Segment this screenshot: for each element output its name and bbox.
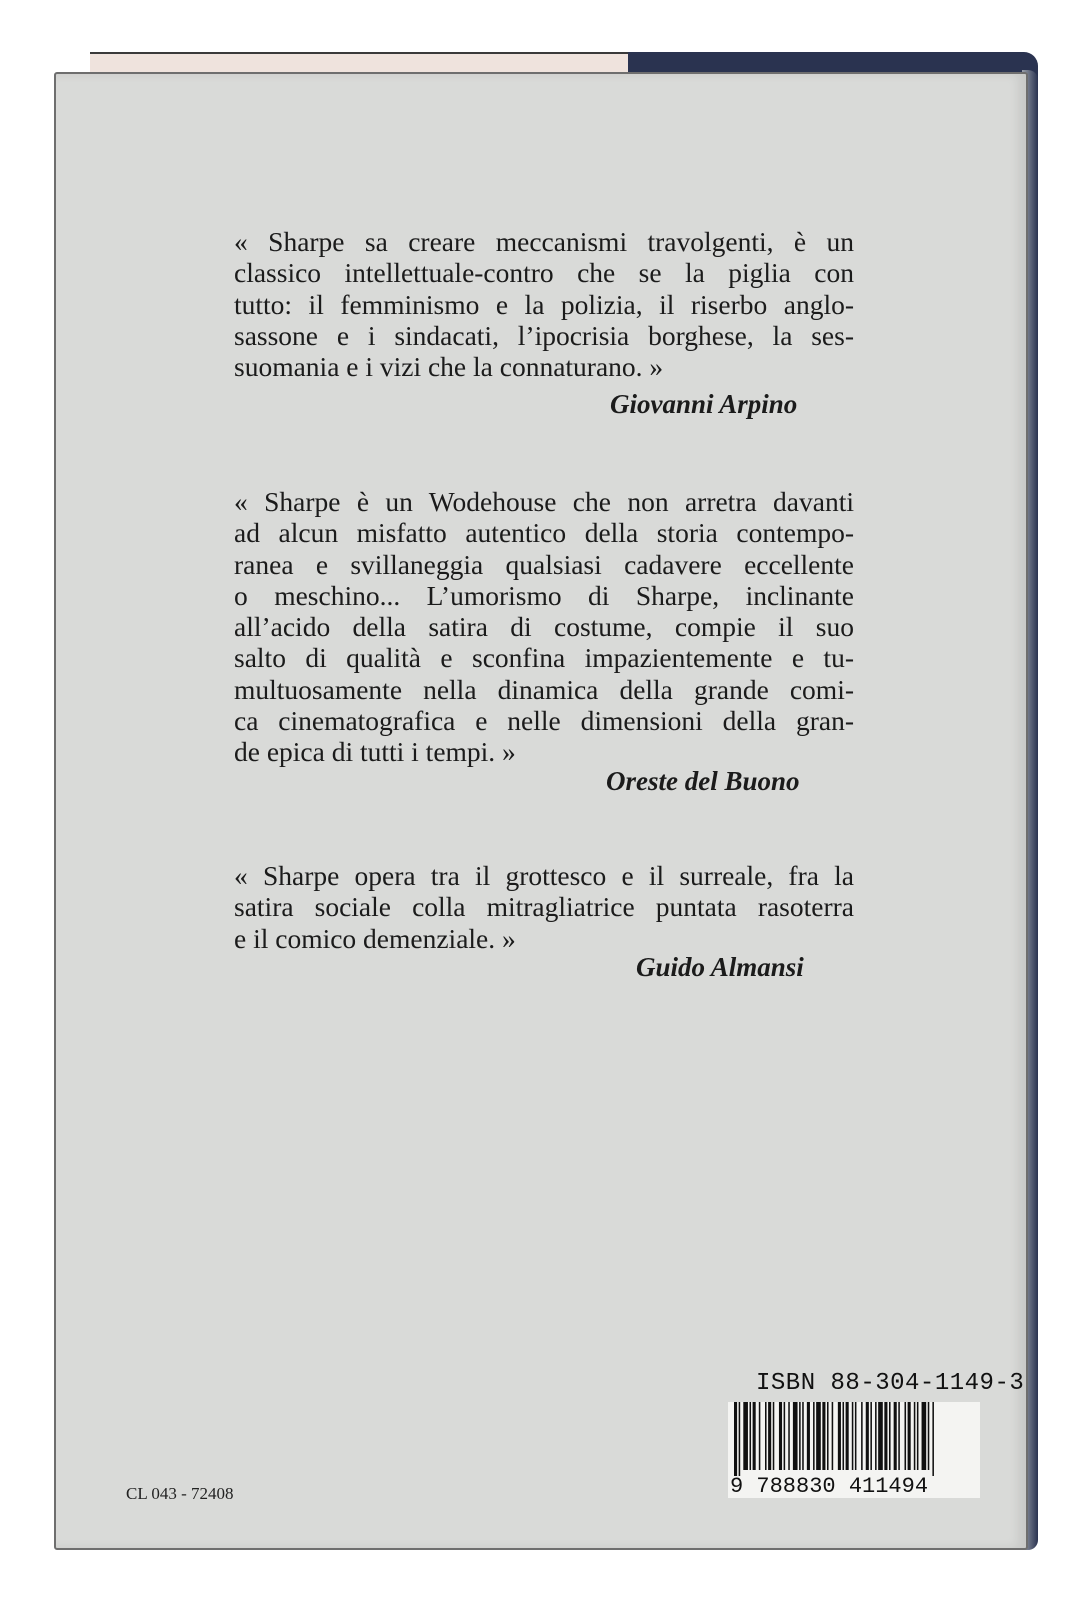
quote-block-3 bbox=[234, 860, 854, 954]
barcode-bar bbox=[743, 1402, 748, 1470]
quote-line: de epica di tutti i tempi. » bbox=[234, 736, 516, 768]
quote-line: classico intellettuale-contro che se la piglia con bbox=[234, 257, 854, 289]
barcode-bar bbox=[866, 1402, 869, 1470]
quote-line: suomania e i vizi che la connaturano. » bbox=[234, 351, 664, 383]
quote-line: « Sharpe è un Wodehouse che non arretra davanti bbox=[234, 486, 854, 517]
barcode-bar bbox=[807, 1402, 810, 1470]
barcode-bar bbox=[750, 1402, 752, 1470]
quote-line: ca cinematografica e nelle dimensioni della gran- bbox=[234, 705, 854, 737]
barcode-bar bbox=[861, 1402, 863, 1470]
barcode-bar bbox=[843, 1402, 845, 1470]
barcode-digits: 9 788830 411494 bbox=[730, 1474, 929, 1499]
quote-line: sassone e i sindacati, l’ipocrisia borghese, la ses- bbox=[234, 319, 854, 351]
barcode-bar bbox=[813, 1402, 815, 1470]
barcode-bar bbox=[739, 1402, 741, 1476]
barcode-bar bbox=[816, 1402, 821, 1470]
barcode-bar bbox=[884, 1402, 887, 1470]
isbn-label: ISBN 88-304-1149-3 bbox=[756, 1370, 1025, 1397]
catalog-code: CL 043 - 72408 bbox=[126, 1484, 234, 1503]
barcode-bar bbox=[922, 1402, 927, 1470]
barcode-bar bbox=[822, 1402, 825, 1470]
barcode-bar bbox=[932, 1402, 934, 1476]
quote-line: o meschino... L’umorismo di Sharpe, inclinante bbox=[234, 579, 854, 611]
barcode-bar bbox=[793, 1402, 798, 1470]
barcode-bar bbox=[734, 1402, 737, 1476]
barcode-bar bbox=[799, 1402, 801, 1470]
barcode-bar bbox=[917, 1402, 919, 1470]
barcode-bar bbox=[898, 1402, 900, 1470]
barcode-bar bbox=[846, 1402, 849, 1470]
barcode-bar bbox=[768, 1402, 771, 1470]
barcode-bar bbox=[852, 1402, 854, 1470]
quote-line: tutto: il femminismo e la polizia, il riserbo anglo- bbox=[234, 288, 854, 320]
quote-line: ad alcun misfatto autentico della storia contempo- bbox=[234, 517, 854, 549]
barcode-bar bbox=[928, 1402, 930, 1470]
barcode-bars bbox=[728, 1402, 980, 1476]
barcode-bar bbox=[753, 1402, 756, 1470]
barcode-bar bbox=[908, 1402, 911, 1470]
barcode-bar bbox=[870, 1402, 872, 1470]
barcode-bar bbox=[779, 1402, 782, 1470]
barcode-bar bbox=[905, 1402, 907, 1470]
barcode-bar bbox=[765, 1402, 767, 1470]
quote-line: all’acido della satira di costume, compie il suo bbox=[234, 611, 854, 643]
barcode-bar bbox=[838, 1402, 841, 1470]
quote-line: « Sharpe sa creare meccanismi travolgenti, è un bbox=[234, 226, 854, 257]
quote-line: ranea e svillaneggia qualsiasi cadavere eccellente bbox=[234, 548, 854, 580]
barcode-bar bbox=[832, 1402, 834, 1470]
barcode-bar bbox=[878, 1402, 883, 1470]
barcode-bar bbox=[759, 1402, 761, 1470]
barcode-bar bbox=[827, 1402, 829, 1470]
barcode-bar bbox=[875, 1402, 877, 1470]
quote-author: Guido Almansi bbox=[636, 952, 804, 982]
barcode-bar bbox=[773, 1402, 775, 1470]
barcode-bar bbox=[855, 1402, 857, 1470]
barcode-bar bbox=[894, 1402, 897, 1470]
quote-line: satira sociale colla mitragliatrice puntata rasoterra bbox=[234, 891, 854, 923]
quote-block-2 bbox=[234, 486, 854, 768]
barcode-bar bbox=[802, 1402, 804, 1470]
quote-author: Giovanni Arpino bbox=[610, 389, 798, 419]
barcode-bar bbox=[784, 1402, 786, 1470]
barcode-bar bbox=[914, 1402, 916, 1470]
quote-line: salto di qualità e sconfina impazientemente e tu- bbox=[234, 642, 854, 674]
quote-line: e il comico demenziale. » bbox=[234, 922, 516, 954]
barcode-bar bbox=[889, 1402, 891, 1470]
quote-block-1 bbox=[234, 226, 854, 382]
quote-author: Oreste del Buono bbox=[606, 766, 800, 796]
quote-line: multuosamente nella dinamica della grande comi- bbox=[234, 673, 854, 705]
quote-line: « Sharpe opera tra il grottesco e il surreale, fra la bbox=[234, 860, 854, 891]
barcode-bar bbox=[788, 1402, 790, 1470]
